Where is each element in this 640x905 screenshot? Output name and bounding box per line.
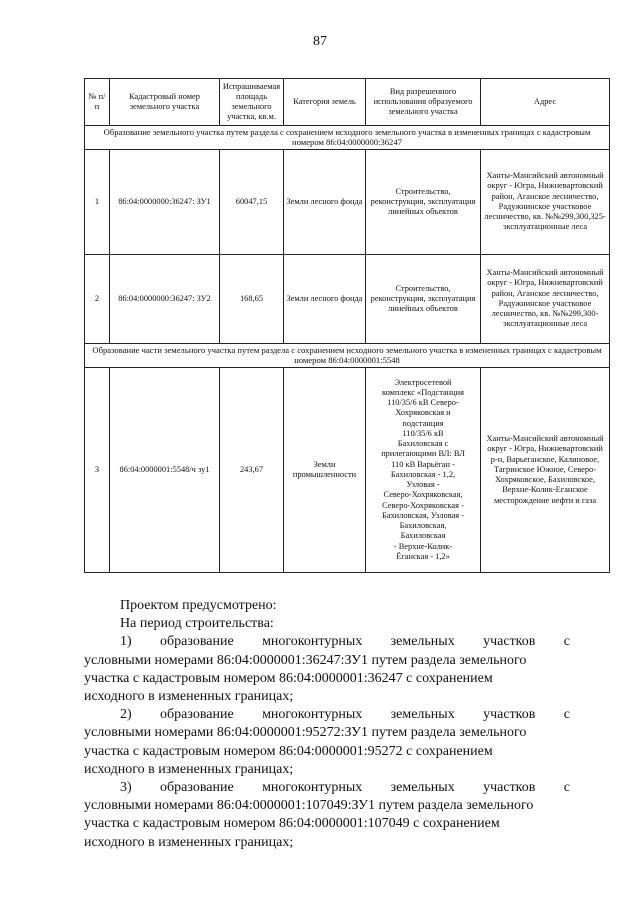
cell-area: 243,67 [220,367,284,572]
list-item-line: участка с кадастровым номером 86:04:0000001:36247 с сохранением [84,670,493,686]
usage-line: Бахиловская [400,531,446,541]
list-item-line: условными номерами 86:04:0000001:36247:ЗУ1 путем раздела земельного [84,652,527,668]
list-item-line: 3) образование многоконтурных земельных участков с [120,780,570,796]
usage-line: 110/35/6 кВ [402,428,444,438]
intro-line: На период строительства: [120,616,274,632]
usage-line: подстанция [402,418,444,428]
header-category: Категория земель [284,79,366,126]
list-item-line: 1) образование многоконтурных земельных участков с [120,634,570,650]
cell-area: 168,65 [220,254,284,343]
usage-line: Бахиловская, Узловая - [381,510,465,520]
table-row [85,149,610,254]
list-item-line: исходного в измененных границах; [84,761,294,777]
section-title-2: Образование части земельного участка путем раздела с сохранением исходного земельного участка в измененных границах с кадастровым номером 86:04:0000001:5548 [85,343,610,367]
cell-address: Ханты-Мансийский автономный округ - Югра, Нижневартовский р-н, Варьеганское, Калиновое, Тагринское Южное, Северо-Хохряковское, Бахиловское, Верхне-Колик-Еганское месторождение нефти и газа [481,367,610,572]
list-item-line: условными номерами 86:04:0000001:107049:ЗУ1 путем раздела земельного [84,798,534,814]
usage-line: Узловая - [406,480,440,490]
cell-category: Земли лесного фонда [284,254,366,343]
usage-line: Северо-Хохряковская, [383,490,463,500]
cell-area: 60047,15 [220,149,284,254]
cell-num: 3 [85,367,110,572]
section-title-1: Образование земельного участка путем раздела с сохранением исходного земельного участка в измененных границах с кадастровым номером 86:04:0000000:36247 [85,126,610,150]
header-num: № п/п [85,79,110,126]
cell-cadastral: 86:04:0000001:5548/ч зу1 [110,367,220,572]
cell-category: Земли промышленности [284,367,366,572]
cell-cadastral: 86:04:0000000:36247: ЗУ1 [110,149,220,254]
usage-line: 110 кВ Варьёган - [391,459,455,469]
list-item-line: исходного в измененных границах; [84,834,294,850]
section-row-1 [85,126,610,150]
land-plots-table [84,78,610,573]
usage-line: комплекс «Подстанция [382,387,464,397]
page-number: 87 [313,34,327,49]
body-text [84,597,570,852]
usage-line: Северо-Хохряковская - [382,500,464,510]
usage-line: 110/35/6 кВ Северо- [387,398,459,408]
header-address: Адрес [481,79,610,126]
list-item-line: участка с кадастровым номером 86:04:0000001:95272 с сохранением [84,743,493,759]
usage-line: Электросетевой [394,377,452,387]
table-row [85,367,610,572]
section-row-2 [85,343,610,367]
usage-line: прилегающими ВЛ: ВЛ [381,449,465,459]
table-row [85,254,610,343]
list-item-line: исходного в измененных границах; [84,689,294,705]
cell-address: Ханты-Мансийский автономный округ - Югра, Нижневартовский район, Аганское лесничество, Радужнинское участковое лесничество, кв. №№299,300,325- эксплуатационные леса [481,149,610,254]
usage-line: - Верхне-Колик- [393,541,453,551]
cell-usage: Строительство, реконструкция, эксплуатация линейных объектов [366,254,481,343]
cell-usage: Строительство, реконструкция, эксплуатация линейных объектов [366,149,481,254]
cell-address: Ханты-Мансийский автономный округ - Югра, Нижневартовский район, Аганское лесничество, Радужнинское участковое лесничество, кв. №№299,300- эксплуатационные леса [481,254,610,343]
header-area: Испрашиваемая площадь земельного участка, кв.м. [220,79,284,126]
list-item-line: участка с кадастровым номером 86:04:0000001:107049 с сохранением [84,816,500,832]
usage-line: Ёганская - 1,2» [396,551,450,561]
cell-category: Земли лесного фонда [284,149,366,254]
usage-line: Хохряковская и [395,408,451,418]
usage-line: Бахиловская - 1,2, [390,469,456,479]
list-item-line: условными номерами 86:04:0000001:95272:ЗУ1 путем раздела земельного [84,725,527,741]
usage-line: Бахиловская, [399,521,447,531]
cell-usage [366,367,481,572]
cell-num: 2 [85,254,110,343]
list-item-line: 2) образование многоконтурных земельных участков с [120,707,570,723]
intro-line: Проектом предусмотрено: [120,598,277,613]
header-cadastral: Кадастровый номер земельного участка [110,79,220,126]
cell-cadastral: 86:04:0000000:36247: ЗУ2 [110,254,220,343]
header-usage: Вид разрешенного использования образуемого земельного участка [366,79,481,126]
cell-num: 1 [85,149,110,254]
usage-line: Бахиловская с [397,439,449,449]
table-header-row [85,79,610,126]
